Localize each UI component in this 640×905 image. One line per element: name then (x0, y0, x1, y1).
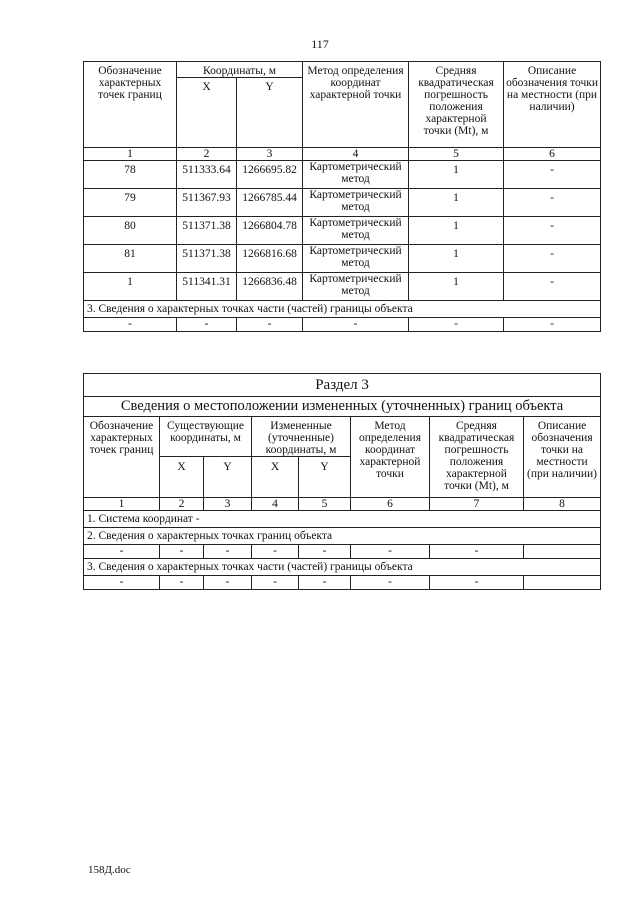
header-point-designation: Обозначение характерных точек границ (84, 417, 160, 498)
header-point-designation: Обозначение характерных точек границ (84, 62, 177, 148)
dash-cell: - (299, 576, 351, 590)
section-title: Раздел 3 (84, 374, 601, 397)
desc-cell: - (504, 273, 601, 301)
table-row (84, 245, 601, 273)
dash-cell (524, 576, 601, 590)
header-existing: Существующие координаты, м (160, 417, 252, 457)
header-x: X (252, 457, 299, 498)
dash-cell: - (204, 545, 252, 559)
error-cell: 1 (409, 245, 504, 273)
dash-cell: - (84, 576, 160, 590)
dash-cell: - (252, 545, 299, 559)
table-row (84, 273, 601, 301)
table-row (84, 217, 601, 245)
header-description: Описание обозначения точки на местности (при наличии) (504, 62, 601, 148)
method-cell: Картометрический метод (303, 189, 409, 217)
x-cell: 511333.64 (177, 161, 237, 189)
y-cell: 1266695.82 (237, 161, 303, 189)
col-num: 6 (504, 148, 601, 161)
col-num: 1 (84, 148, 177, 161)
desc-cell: - (504, 189, 601, 217)
y-cell: 1266804.78 (237, 217, 303, 245)
header-y: Y (237, 78, 303, 148)
column-numbers-row (84, 148, 601, 161)
col-num: 2 (177, 148, 237, 161)
dash-cell: - (351, 576, 430, 590)
error-cell: 1 (409, 273, 504, 301)
header-description: Описание обозначения точки на местности (при наличии) (524, 417, 601, 498)
y-cell: 1266836.48 (237, 273, 303, 301)
dash-cell: - (204, 576, 252, 590)
section2-label: 2. Сведения о характерных точках границ объекта (84, 528, 601, 545)
header-method: Метод определения координат характерной точки (303, 62, 409, 148)
point-cell: 78 (84, 161, 177, 189)
dash-cell: - (252, 576, 299, 590)
section3-label: 3. Сведения о характерных точках части (частей) границы объекта (84, 559, 601, 576)
section3-values-row (84, 576, 601, 590)
table-row (84, 189, 601, 217)
coord-system-label: 1. Система координат - (84, 511, 601, 528)
dash-cell: - (430, 545, 524, 559)
dash-cell: - (430, 576, 524, 590)
dash-cell: - (84, 545, 160, 559)
method-cell: Картометрический метод (303, 217, 409, 245)
desc-cell: - (504, 217, 601, 245)
header-changed: Измененные (уточненные) координаты, м (252, 417, 351, 457)
dash-cell: - (160, 576, 204, 590)
header-x: X (177, 78, 237, 148)
point-cell: 81 (84, 245, 177, 273)
col-num: 5 (299, 498, 351, 511)
col-num: 4 (303, 148, 409, 161)
col-num: 3 (204, 498, 252, 511)
dash-cell: - (303, 318, 409, 332)
column-numbers-row (84, 498, 601, 511)
dash-cell: - (237, 318, 303, 332)
header-error: Средняя квадратическая погрешность положения характерной точки (Mt), м (430, 417, 524, 498)
desc-cell: - (504, 161, 601, 189)
col-num: 5 (409, 148, 504, 161)
dash-cell: - (160, 545, 204, 559)
footer-filename: 158Д.doc (88, 864, 131, 876)
section-subtitle: Сведения о местоположении измененных (уточненных) границ объекта (84, 397, 601, 417)
col-num: 8 (524, 498, 601, 511)
section3-label: 3. Сведения о характерных точках части (частей) границы объекта (84, 301, 601, 318)
header-y: Y (204, 457, 252, 498)
y-cell: 1266785.44 (237, 189, 303, 217)
header-error: Средняя квадратическая погрешность положения характерной точки (Mt), м (409, 62, 504, 148)
dash-cell: - (504, 318, 601, 332)
method-cell: Картометрический метод (303, 273, 409, 301)
col-num: 6 (351, 498, 430, 511)
point-cell: 1 (84, 273, 177, 301)
y-cell: 1266816.68 (237, 245, 303, 273)
dash-cell: - (177, 318, 237, 332)
dash-cell: - (409, 318, 504, 332)
desc-cell: - (504, 245, 601, 273)
section3-table (83, 373, 601, 590)
col-num: 3 (237, 148, 303, 161)
section2-values-row (84, 545, 601, 559)
col-num: 4 (252, 498, 299, 511)
x-cell: 511371.38 (177, 217, 237, 245)
method-cell: Картометрический метод (303, 245, 409, 273)
header-y: Y (299, 457, 351, 498)
point-cell: 79 (84, 189, 177, 217)
dash-cell (524, 545, 601, 559)
header-x: X (160, 457, 204, 498)
dash-cell: - (299, 545, 351, 559)
error-cell: 1 (409, 189, 504, 217)
section3-values-row (84, 318, 601, 332)
error-cell: 1 (409, 217, 504, 245)
dash-cell: - (84, 318, 177, 332)
coordinates-table (83, 61, 601, 332)
point-cell: 80 (84, 217, 177, 245)
col-num: 2 (160, 498, 204, 511)
error-cell: 1 (409, 161, 504, 189)
page-number: 117 (311, 37, 329, 51)
header-method: Метод определения координат характерной точки (351, 417, 430, 498)
x-cell: 511341.31 (177, 273, 237, 301)
x-cell: 511367.93 (177, 189, 237, 217)
method-cell: Картометрический метод (303, 161, 409, 189)
table-row (84, 161, 601, 189)
header-coordinates: Координаты, м (177, 62, 303, 78)
col-num: 7 (430, 498, 524, 511)
x-cell: 511371.38 (177, 245, 237, 273)
dash-cell: - (351, 545, 430, 559)
col-num: 1 (84, 498, 160, 511)
